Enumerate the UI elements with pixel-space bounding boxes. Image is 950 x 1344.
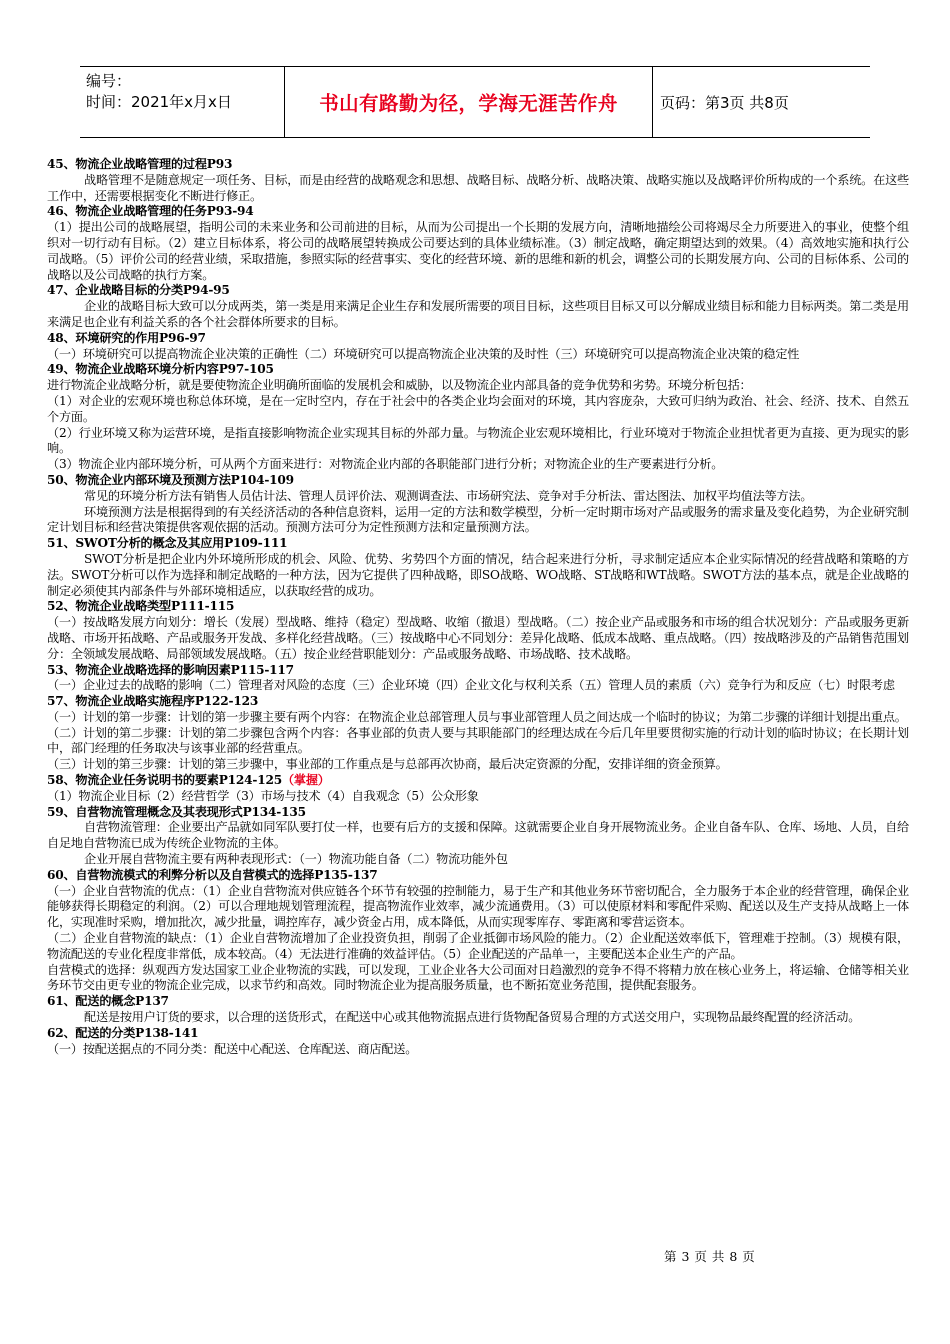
document-body	[47, 157, 909, 1057]
section-heading	[47, 599, 909, 615]
section-heading	[47, 157, 909, 173]
section-heading	[47, 663, 909, 679]
header-meta	[86, 71, 282, 113]
section-paragraph: 自营模式的选择：纵观西方发达国家工业企业物流的实践，可以发现，工业企业各大公司面对日趋激烈的竞争不得不将精力放在核心业务上，将运输、仓储等相关业务环节交由更专业的物流企业完成，以求节约和高效。同时物流企业为提高服务质量，也不断拓宽业务范围，提供配套服务。	[47, 962, 909, 993]
section-paragraph: （一）环境研究可以提高物流企业决策的正确性（二）环境研究可以提高物流企业决策的及时性（三）环境研究可以提高物流企业决策的稳定性	[47, 346, 800, 361]
section-title: 45、物流企业战略管理的过程P93	[47, 157, 233, 171]
section-title: 57、物流企业战略实施程序P122-123	[47, 694, 259, 709]
section-paragraph: SWOT分析是把企业内外环境所形成的机会、风险、优势、劣势四个方面的情况，结合起来进行分析，寻求制定适应本企业实际情况的经营战略和策略的方法。SWOT分析可以作为选择和制定战略的一种方法，因为它提供了四种战略，即SO战略、WO战略、ST战略和WT战略。SWOT方法的基本点，就是企业战略的制定必须使其内部条件与外部环境相适应，以获取经营的成功。	[47, 551, 909, 598]
section-title: 60、自营物流模式的利弊分析以及自营模式的选择P135-137	[47, 867, 378, 882]
section-paragraph: 企业的战略目标大致可以分成两类，第一类是用来满足企业生存和发展所需要的项目目标，这些项目目标又可以分解成业绩目标和能力目标两类。第二类是用来满足也企业有利益关系的各个社会群体所要求的目标。	[47, 299, 909, 329]
header-divider	[652, 67, 653, 137]
section-heading	[47, 694, 909, 710]
section-title: 51、SWOT分析的概念及其应用P109-111	[47, 536, 288, 551]
section-paragraph: 环境预测方法是根据得到的有关经济活动的各种信息资料，运用一定的方法和数学模型，分析一定时期市场对产品或服务的需求量及变化趋势，为企业研究制定计划目标和经营决策提供客观依据的活动。预测方法可分为定性预测方法和定量预测方法。	[47, 504, 909, 535]
section-title: 49、物流企业战略环境分析内容P97-105	[47, 362, 274, 377]
page-footer: 第 3 页 共 8 页	[664, 1249, 756, 1264]
section-heading	[47, 994, 909, 1010]
section-heading	[47, 331, 909, 347]
header-page-number: 页码：第3页 共8页	[660, 93, 789, 112]
section-title: 58、物流企业任务说明书的要素P124-125	[47, 773, 282, 788]
section-paragraph: 配送是按用户订货的要求，以合理的送货形式，在配送中心或其他物流据点进行货物配备贸易合理的方式送交用户，实现物品最终配置的经济活动。	[84, 1010, 861, 1025]
section-heading	[47, 805, 909, 821]
section-paragraph: （1）提出公司的战略展望，指明公司的未来业务和公司前进的目标，从而为公司提出一个长期的发展方向，清晰地描绘公司将竭尽全力所要进入的事业，使整个组织对一切行动有目标。（2）建立目标体系，将公司的战略展望转换成公司要达到的具体业绩标准。（3）制定战略，确定期望达到的效果。（4）高效地实施和执行公司战略。（5）评价公司的经营业绩，采取措施，参照实际的经营事实、变化的经营环境、新的思维和新的机会，调整公司的长期发展方向、公司的目标体系、公司的战略以及公司战略的执行方案。	[47, 220, 909, 282]
section-heading	[47, 473, 909, 489]
section-heading	[47, 536, 909, 552]
section-paragraph: （3）物流企业内部环境分析，可从两个方面来进行：对物流企业内部的各职能部门进行分析；对物流企业的生产要素进行分析。	[47, 457, 724, 472]
section-paragraph: 进行物流企业战略分析，就是要使物流企业明确所面临的发展机会和威胁，以及物流企业内部具备的竞争优势和劣势。环境分析包括：	[47, 378, 752, 393]
document-number-label: 编号：	[86, 72, 132, 90]
section-paragraph: 战略管理不是随意规定一项任务、目标，而是由经营的战略观念和思想、战略目标、战略分析、战略决策、战略实施以及战略评价所构成的一个系统。在这些工作中，还需要根据变化不断进行修正。	[47, 172, 909, 203]
section-paragraph: 常见的环境分析方法有销售人员估计法、管理人员评价法、观测调查法、市场研究法、竞争对手分析法、雷达图法、加权平均值法等方法。	[84, 488, 813, 503]
section-title: 48、环境研究的作用P96-97	[47, 330, 206, 345]
document-time-label: 时间：2021年x月x日	[86, 93, 232, 111]
section-heading	[47, 204, 909, 220]
section-paragraph: （一）计划的第一步骤：计划的第一步骤主要有两个内容：在物流企业总部管理人员与事业部管理人员之间达成一个临时的协议；为第二步骤的详细计划提出重点。	[47, 709, 907, 724]
section-paragraph: （2）行业环境又称为运营环境，是指直接影响物流企业实现其目标的外部力量。与物流企业宏观环境相比，行业环境对于物流企业担忧者更为直接、更为现实的影响。	[47, 425, 909, 456]
section-paragraph: 自营物流管理：企业要出产品就如同军队要打仗一样，也要有后方的支援和保障。这就需要企业自身开展物流业务。企业自备车队、仓库、场地、人员，自给自足地自营物流已成为传统企业物流的主体。	[47, 820, 909, 851]
section-paragraph: （1）物流企业目标（2）经营哲学（3）市场与技术（4）自我观念（5）公众形象	[47, 788, 479, 803]
section-heading	[47, 868, 909, 884]
section-paragraph: （一）按配送据点的不同分类：配送中心配送、仓库配送、商店配送。	[47, 1041, 418, 1056]
section-title: 52、物流企业战略类型P111-115	[47, 599, 235, 614]
section-title: 50、物流企业内部环境及预测方法P104-109	[47, 472, 294, 487]
section-heading	[47, 773, 909, 789]
section-paragraph: （一）企业过去的战略的影响（二）管理者对风险的态度（三）企业环境（四）企业文化与权利关系（五）管理人员的素质（六）竞争行为和反应（七）时限考虑	[47, 678, 895, 693]
section-paragraph: （1）对企业的宏观环境也称总体环境，是在一定时空内，存在于社会中的各类企业均会面对的环境，其内容庞杂，大致可归纳为政治、社会、经济、技术、自然五个方面。	[47, 393, 909, 424]
section-title: 46、物流企业战略管理的任务P93-94	[47, 204, 254, 219]
section-title: 53、物流企业战略选择的影响因素P115-117	[47, 662, 294, 677]
section-title: 62、配送的分类P138-141	[47, 1025, 199, 1040]
section-paragraph: （二）计划的第二步骤：计划的第二步骤包含两个内容：各事业部的负责人要与其职能部门的经理达成在今后几年里要贯彻实施的行动计划的临时协议；在长期计划中，部门经理的任务取决与该事业部的经营重点。	[47, 725, 909, 756]
section-emphasis-tag: （掌握）	[281, 773, 330, 788]
section-paragraph: 企业开展自营物流主要有两种表现形式：（一）物流功能自备（二）物流功能外包	[84, 852, 508, 867]
section-heading	[47, 1026, 909, 1042]
section-paragraph: （一）企业自营物流的优点：（1）企业自营物流对供应链各个环节有较强的控制能力，易于生产和其他业务环节密切配合，全力服务于本企业的经营管理，确保企业能够获得长期稳定的利润。（2）可以合理地规划管理流程，提高物流作业效率，减少流通费用。（3）可以使原材料和零配件采购、配送以及生产支持从战略上一体化，实现准时采购，增加批次，减少批量，调控库存，减少资金占用，成本降低，从而实现零库存、零距离和零营运资本。	[47, 883, 909, 930]
section-heading	[47, 362, 909, 378]
section-paragraph: （二）企业自营物流的缺点：（1）企业自营物流增加了企业投资负担，削弱了企业抵御市场风险的能力。（2）企业配送效率低下，管理难于控制。（3）规模有限，物流配送的专业化程度非常低，成本较高。（4）无法进行准确的效益评估。（5）企业配送的产品单一，主要配送本企业生产的产品。	[47, 931, 909, 961]
section-title: 59、自营物流管理概念及其表现形式P134-135	[47, 804, 306, 819]
header-motto: 书山有路勤为径，学海无涯苦作舟	[319, 92, 618, 115]
section-paragraph: （一）按战略发展方向划分：增长（发展）型战略、维持（稳定）型战略、收缩（撤退）型战略。（二）按企业产品或服务和市场的组合状况划分：产品或服务更新战略、市场开拓战略、产品或服务开发战、多样化经营战略。（三）按战略中心不同划分：差异化战略、低成本战略、重点战略。（四）按战略涉及的产品销售范围划分：全领域发展战略、局部领域发展战略。（五）按企业经营职能划分：产品或服务战略、市场战略、技术战略。	[47, 615, 909, 661]
page-header	[80, 66, 870, 138]
section-paragraph: （三）计划的第三步骤：计划的第三步骤中，事业部的工作重点是与总部再次协商，最后决定资源的分配，安排详细的资金预算。	[47, 757, 728, 772]
section-title: 61、配送的概念P137	[47, 994, 169, 1009]
section-title: 47、企业战略目标的分类P94-95	[47, 283, 230, 298]
section-heading	[47, 283, 909, 299]
